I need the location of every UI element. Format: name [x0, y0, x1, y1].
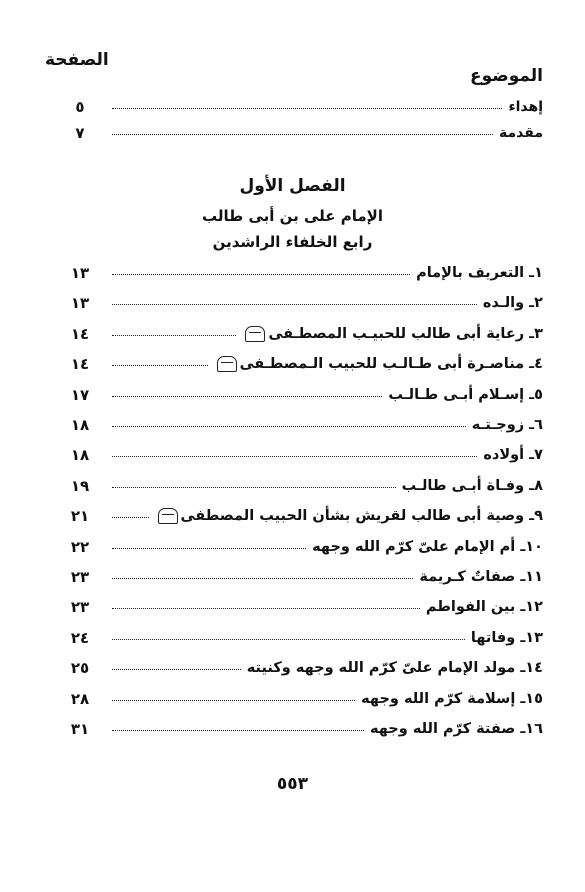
toc-row [60, 444, 543, 466]
toc-entry-title [247, 657, 543, 679]
toc-entry-page: ١٩ [70, 476, 90, 495]
toc-entry-title [471, 627, 543, 649]
toc-entry-text: مقدمة [499, 125, 543, 141]
dot-leader [112, 700, 355, 701]
toc-row [60, 292, 543, 314]
toc-entry-page: ١٨ [70, 416, 90, 434]
toc-entry-text: ٨ـ وفـاة أبـى طالـب [401, 477, 543, 494]
toc-row [60, 566, 543, 588]
page-column-header: الصفحة [45, 50, 109, 70]
dot-leader [112, 396, 382, 397]
toc-row [60, 122, 543, 144]
toc-entry-text: ١٠ـ أم الإمام علىّ كرّم الله وجهه [312, 538, 543, 555]
toc-entry-title [388, 384, 543, 406]
chapter-subtitle-1: الإمام على بن أبى طالب [201, 207, 383, 225]
toc-row [60, 596, 543, 618]
toc-entry-text: ٩ـ وصية أبى طالب لقريش بشأن الحبيب المصطفى [180, 508, 543, 525]
toc-row [60, 262, 543, 284]
dot-leader [112, 134, 493, 135]
dot-leader [112, 108, 502, 109]
toc-entry-text: ٥ـ إسـلام أبـى طـالـب [388, 386, 543, 403]
toc-row [60, 536, 543, 558]
toc-row [60, 475, 543, 497]
chapter-title: الفصل الأول [239, 176, 346, 196]
dot-leader [112, 335, 236, 336]
dot-leader [112, 487, 396, 488]
toc-entry-page: ٢٣ [70, 598, 90, 617]
toc-row [60, 384, 543, 406]
dot-leader [112, 365, 208, 366]
toc-entry-text: ١٤ـ مولد الإمام علىّ كرّم الله وجهه وكنيته [246, 660, 543, 677]
toc-entry-page: ١٤ [70, 355, 90, 374]
toc-entry-text: ١٣ـ وفاتها [470, 629, 543, 646]
toc-entry-title [499, 122, 543, 144]
toc-entry-text: ١٦ـ صفتة كرّم الله وجهه [369, 721, 543, 737]
toc-entry-text: ١٥ـ إسلامة كرّم الله وجهه [361, 690, 543, 707]
toc-entry-page: ٢٨ [70, 689, 90, 708]
dot-leader [112, 608, 420, 609]
toc-entry-page: ١٧ [70, 385, 90, 404]
toc-row [60, 688, 543, 710]
dot-leader [112, 274, 410, 275]
toc-entry-text: ٣ـ رعاية أبى طالب للحبيـب المصطـفى [268, 325, 543, 342]
toc-entry-title [312, 536, 543, 558]
toc-entry-page: ١٨ [70, 446, 90, 465]
toc-entry-text: ٧ـ أولاده [483, 447, 543, 464]
toc-entry-text: ١٢ـ بين الفواطم [425, 599, 543, 616]
toc-entry-title [214, 353, 543, 375]
toc-entry-text: ٤ـ مناصـرة أبى طـالـب للحبيب الـمصطـفى [239, 356, 543, 373]
dot-leader [112, 639, 465, 640]
toc-entry-page: ١٤ [70, 324, 90, 343]
toc-entry-page: ٢٢ [70, 537, 90, 556]
toc-row [60, 505, 543, 527]
toc-row [60, 96, 543, 118]
honorific-icon [245, 326, 265, 342]
toc-entry-page: ٢٣ [70, 568, 90, 586]
toc-entry-title [416, 262, 543, 284]
dot-leader [112, 304, 477, 305]
toc-entry-page: ١٣ [70, 264, 90, 282]
toc-entry-page: ٢٥ [70, 659, 90, 678]
page-number: ٥٥٣ [276, 774, 309, 794]
dot-leader [112, 578, 413, 579]
dot-leader [112, 517, 149, 518]
toc-row [60, 657, 543, 679]
toc-row [60, 627, 543, 649]
toc-entry-page: ٧ [75, 124, 85, 142]
topic-column-header: الموضوع [470, 66, 543, 86]
toc-entry-title [508, 96, 543, 118]
toc-entry-text: ١١ـ صفاتٌ كـريمة [419, 569, 543, 585]
toc-entry-page: ١٣ [70, 294, 90, 313]
chapter-subtitle-2: رابع الخلفاء الراشدين [212, 233, 373, 251]
toc-entry-title [242, 323, 543, 345]
toc-entry-text: إهداء [508, 99, 543, 115]
toc-entry-text: ٢ـ والـده [482, 295, 543, 312]
toc-row [60, 414, 543, 436]
honorific-icon [158, 508, 178, 524]
dot-leader [112, 548, 306, 549]
toc-entry-title [419, 566, 543, 588]
toc-entry-title [361, 688, 543, 710]
toc-row [60, 353, 543, 375]
dot-leader [112, 730, 364, 731]
toc-entry-text: ٦ـ زوجـتـه [471, 417, 543, 433]
toc-entry-page: ٥ [75, 98, 85, 116]
dot-leader [112, 426, 466, 427]
dot-leader [112, 456, 477, 457]
toc-row [60, 718, 543, 740]
toc-entry-page: ٣١ [70, 720, 90, 738]
toc-entry-title [402, 475, 543, 497]
toc-entry-title [483, 444, 543, 466]
toc-entry-title [483, 292, 543, 314]
toc-entry-text: ١ـ التعريف بالإمام [416, 265, 543, 281]
toc-entry-page: ٢٤ [70, 628, 90, 647]
toc-entry-title [472, 414, 543, 436]
toc-entry-title [370, 718, 543, 740]
dot-leader [112, 669, 241, 670]
toc-entry-title [426, 596, 543, 618]
toc-entry-page: ٢١ [70, 507, 90, 526]
toc-entry-title [155, 505, 543, 527]
honorific-icon [217, 356, 237, 372]
toc-row [60, 323, 543, 345]
